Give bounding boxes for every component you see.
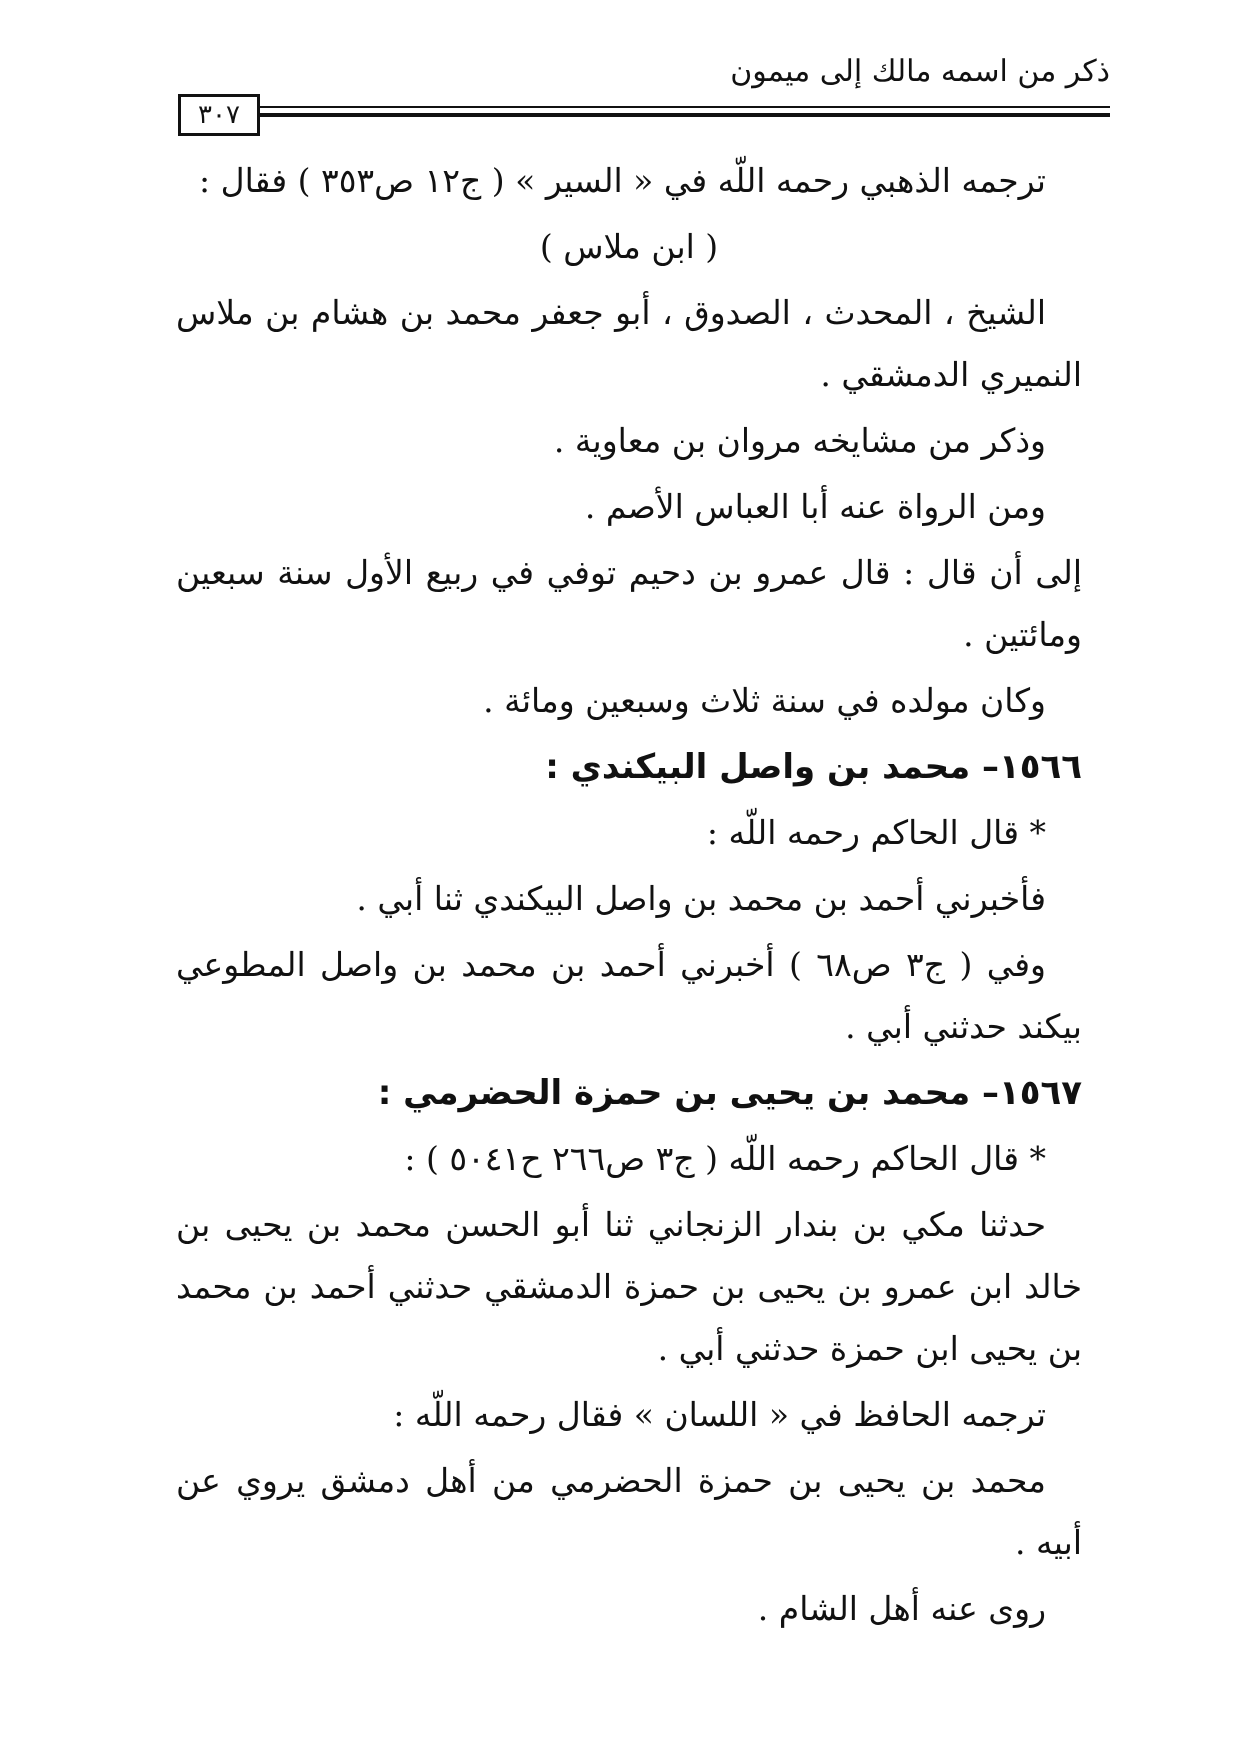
paragraph: ترجمه الذهبي رحمه اللّه في « السير » ( ج١٢ ص٣٥٣ ) فقال : [199,161,1046,200]
header-rule-thin [258,106,1110,108]
paragraph: حدثنا مكي بن بندار الزنجاني ثنا أبو الحسن محمد بن يحيى بن خالد ابن عمرو بن يحيى بن حمزة الدمشقي حدثني أحمد بن محمد بن يحيى ابن حمزة حدثني أبي . [176,1205,1082,1368]
paragraph: الشيخ ، المحدث ، الصدوق ، أبو جعفر محمد بن هشام بن ملاس النميري الدمشقي . [176,293,1082,394]
paragraph: * قال الحاكم رحمه اللّه ( ج٣ ص٢٦٦ ح٥٠٤١ ) : [404,1139,1046,1178]
paragraph: فأخبرني أحمد بن محمد بن واصل البيكندي ثنا أبي . [356,879,1046,918]
paragraph: وذكر من مشايخه مروان بن معاوية . [553,421,1046,460]
paragraph: * قال الحاكم رحمه اللّه : [706,813,1046,852]
paragraph: روى عنه أهل الشام . [757,1589,1046,1628]
page-body [176,150,1082,1644]
paragraph: ومن الرواة عنه أبا العباس الأصم . [584,487,1046,526]
entry-heading: ١٥٦٧– محمد بن يحيى بن حمزة الحضرمي : [377,1073,1082,1113]
paragraph: وكان مولده في سنة ثلاث وسبعين ومائة . [483,681,1046,720]
header-rule-thick [258,113,1110,117]
page-number: ٣٠٧ [178,94,260,136]
paragraph: محمد بن يحيى بن حمزة الحضرمي من أهل دمشق يروي عن أبيه . [176,1461,1082,1562]
subheading: ( ابن ملاس ) [539,227,719,266]
running-title: ذكر من اسمه مالك إلى ميمون [730,54,1110,89]
paragraph: ترجمه الحافظ في « اللسان » فقال رحمه اللّه : [393,1395,1046,1434]
paragraph: إلى أن قال : قال عمرو بن دحيم توفي في ربيع الأول سنة سبعين ومائتين . [176,553,1082,654]
paragraph: وفي ( ج٣ ص٦٨ ) أخبرني أحمد بن محمد بن واصل المطوعي بيكند حدثني أبي . [176,945,1082,1046]
entry-heading: ١٥٦٦– محمد بن واصل البيكندي : [545,747,1082,787]
